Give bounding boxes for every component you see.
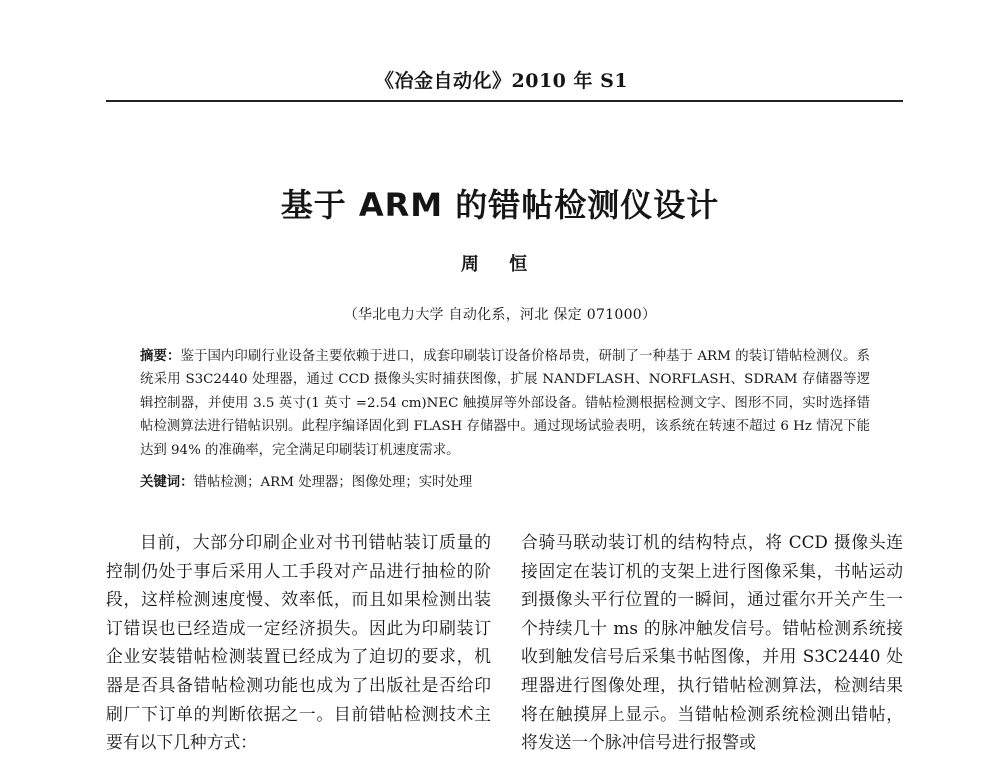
author-affiliation: （华北电力大学 自动化系，河北 保定 071000）	[343, 307, 657, 323]
abstract-text: 鉴于国内印刷行业设备主要依赖于进口，成套印刷装订设备价格昂贵，研制了一种基于 ARM 的装订错帖检测仪。系统采用 S3C2440 处理器，通过 CCD 摄像头实时捕获图像，扩展 NANDFLASH、NORFLASH、SDRAM 存储器等逻辑控制器，并使用 3.5 英寸(1 英寸 =2.54 cm)NEC 触摸屏等外部设备。错帖检测根据检测文字、图形不同，实时选择错帖检测算法进行错帖识别。此程序编译固化到 FLASH 存储器中。通过现场试验表明，该系统在转速不超过 6 Hz 情况下能达到 94% 的准确率，完全满足印刷装订机速度需求。	[140, 349, 870, 458]
body-paragraph-right: 合骑马联动装订机的结构特点，将 CCD 摄像头连接固定在装订机的支架上进行图像采集，书帖运动到摄像头平行位置的一瞬间，通过霍尔开关产生一个持续几十 ms 的脉冲触发信号。错帖检测系统接收到触发信号后采集书帖图像，并用 S3C2440 处理器进行图像处理，执行错帖检测算法，检测结果将在触摸屏上显示。当错帖检测系统检测出错帖，将发送一个脉冲信号进行报警或	[521, 532, 903, 753]
paper-author: 周 恒	[460, 254, 540, 275]
abstract-label: 摘要：	[140, 348, 181, 364]
abstract	[140, 345, 870, 462]
journal-header: 《冶金自动化》2010 年 S1	[375, 70, 629, 92]
body-right-column	[521, 528, 903, 757]
body-left-column	[106, 528, 491, 757]
keywords-text: 错帖检测；ARM 处理器；图像处理；实时处理	[193, 475, 473, 490]
keywords-label: 关键词：	[140, 474, 194, 490]
header-rule	[106, 100, 903, 102]
paper-title: 基于 ARM 的错帖检测仪设计	[280, 186, 720, 224]
body-paragraph-left: 目前，大部分印刷企业对书刊错帖装订质量的控制仍处于事后采用人工手段对产品进行抽检的阶段，这样检测速度慢、效率低，而且如果检测出装订错误也已经造成一定经济损失。因此为印刷装订企业安装错帖检测装置已经成为了迫切的要求，机器是否具备错帖检测功能也成为了出版社是否给印刷厂下订单的判断依据之一。目前错帖检测技术主要有以下几种方式：	[106, 532, 491, 753]
keywords	[140, 471, 870, 494]
